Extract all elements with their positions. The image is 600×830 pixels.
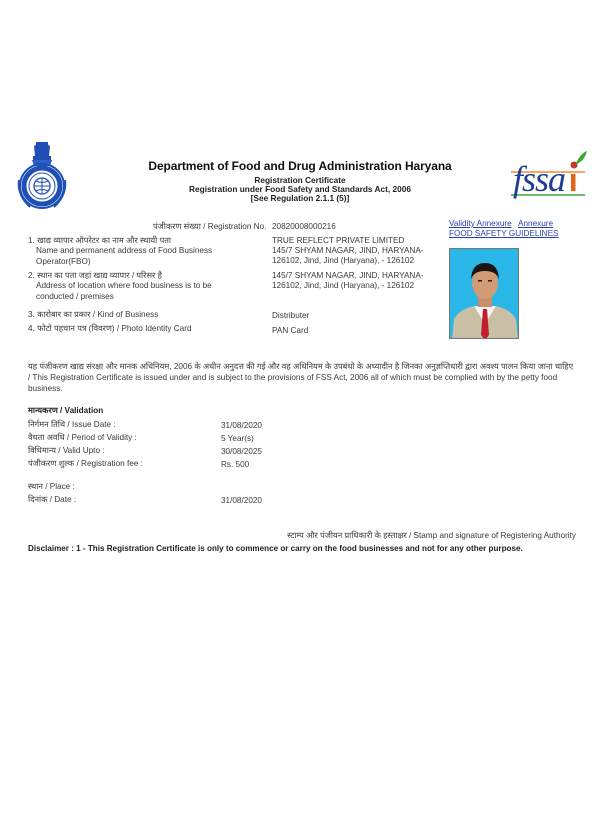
validity-period-value: 5 Year(s) [221,434,254,443]
valid-upto-value: 30/08/2025 [221,447,262,456]
signature-label: स्टाम्प और पंजीयन प्राधिकारी के हस्ताक्षर / Stamp and signature of Registering Authority [287,531,576,540]
annexure-link[interactable]: Annexure [518,219,554,228]
fssai-logo-icon [505,145,590,200]
validity-annexure-link[interactable]: Validity Annexure [449,219,512,228]
statement-hindi: यह पंजीकरण खाद्य संरक्षा और मानक अधिनियम, 2006 के अधीन अनुदत्त की गई और वह अधिनियम के उपबंधो के अध्यादीन है जिनका अनुज्ञप्तिधारी द्वारा अवश्य पालन किया जाना चाहिए [28,362,574,371]
kind-of-business-value: Distributer [272,311,310,320]
fbo-address-line1: 145/7 SHYAM NAGAR, JIND, HARYANA- [272,246,424,255]
issue-date-value: 31/08/2020 [221,421,262,430]
fbo-address-line2: 126102, Jind, Jind (Haryana), - 126102 [272,256,415,265]
regulation-subtitle: [See Regulation 2.1.1 (5)] [250,193,350,203]
validity-period-label: वैधता अवधि / Period of Validity : [28,433,137,442]
fbo-name-value: TRUE REFLECT PRIVATE LIMITED [272,236,405,245]
act-subtitle: Registration under Food Safety and Standards Act, 2006 [189,184,411,194]
fbo-name-label-hindi: 1. खाद्य व्यापार ऑपरेटर का नाम और स्थायी पता [28,236,172,245]
kind-of-business-label: 3. कारोबार का प्रकार / Kind of Business [28,310,159,319]
premises-address-line2: 126102, Jind, Jind (Haryana), - 126102 [272,281,415,290]
validation-heading: मान्यकरण / Validation [28,406,104,415]
person-photo-icon [450,249,519,339]
valid-upto-label: विधिमान्य / Valid Upto : [28,446,105,455]
registration-fee-label: पंजीकरण शुल्क / Registration fee : [28,459,143,468]
date-value: 31/08/2020 [221,496,262,505]
registration-number-label: पंजीकरण संख्या / Registration No. [153,222,267,231]
photo-id-label: 4. फोटो पहचान पत्र (विवरण) / Photo Identity Card [28,324,192,333]
disclaimer: Disclaimer : 1 - This Registration Certificate is only to commence or carry on the food businesses and not for any other purpose. [28,544,523,553]
premises-label-english: Address of location where food business is to be conducted / premises [36,281,212,301]
food-safety-guidelines-link[interactable]: FOOD SAFETY GUIDELINES [449,229,559,238]
photo-id-value: PAN Card [272,326,309,335]
issue-date-label: निर्गमन तिथि / Issue Date : [28,420,116,429]
fbo-name-label-english: Name and permanent address of Food Business Operator(FBO) [36,246,213,266]
svg-text:fssa: fssa [513,159,566,199]
premises-label-hindi: 2. स्थान का पता जहां खाद्य व्यापार / परिसर है [28,271,162,280]
premises-address-line1: 145/7 SHYAM NAGAR, JIND, HARYANA- [272,271,424,280]
fssai-logo [505,145,590,200]
registration-number-value: 20820008000216 [272,222,336,231]
registration-fee-value: Rs. 500 [221,460,250,469]
statement-english: / This Registration Certificate is issued under and is subject to the provisions of FSS Act, 2006 all of which must be complied with by the petty food business. [28,373,558,393]
department-title: Department of Food and Drug Administration Haryana [148,159,452,173]
certificate-subtitle: Registration Certificate [254,175,346,185]
place-label: स्थान / Place : [28,482,75,491]
date-label: दिनांक / Date : [28,495,77,504]
applicant-photo [449,248,519,339]
